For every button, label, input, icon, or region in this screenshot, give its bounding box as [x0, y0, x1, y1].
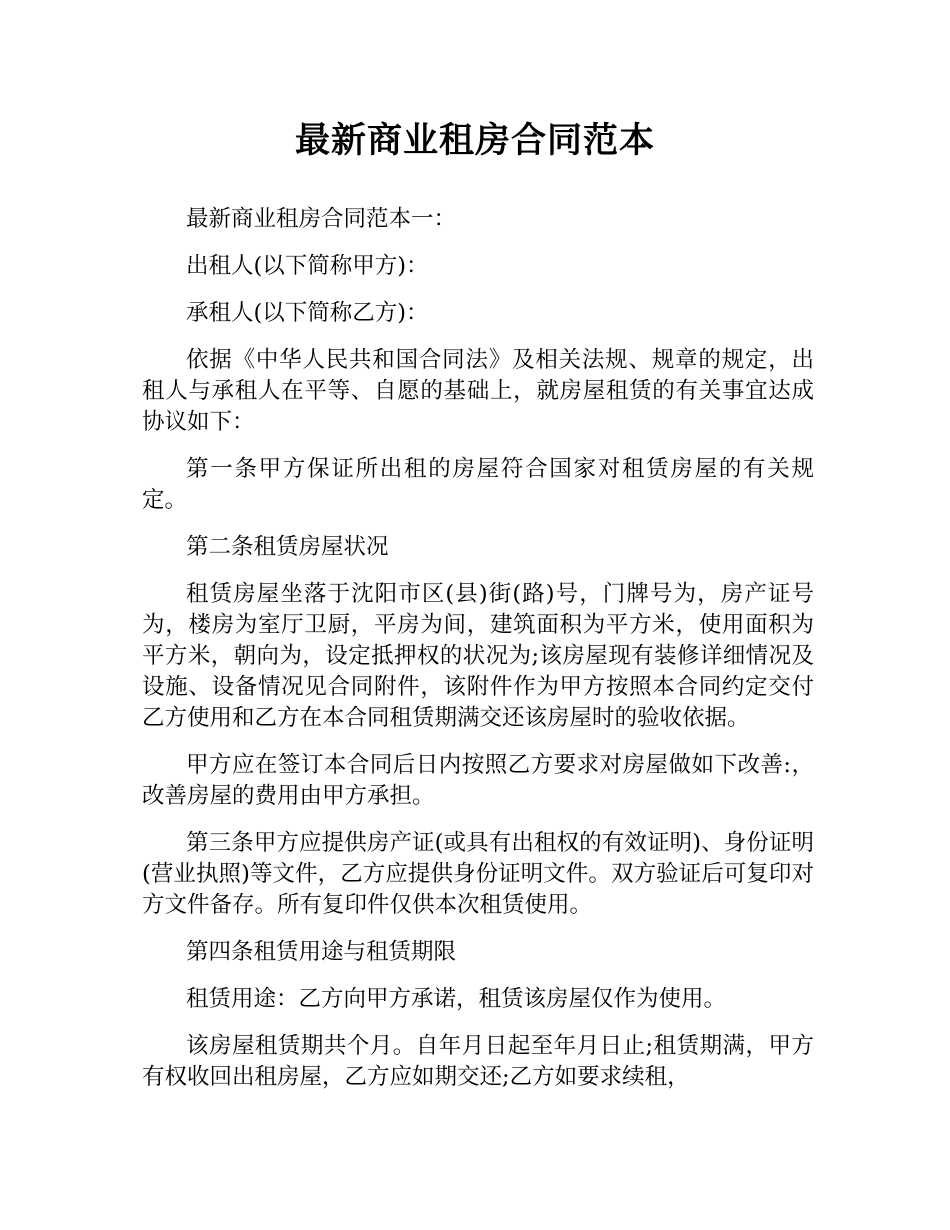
paragraph-article-4-heading: 第四条租赁用途与租赁期限 — [186, 939, 457, 965]
paragraph-contract-heading: 最新商业租房合同范本一： — [186, 206, 457, 232]
paragraph-lease-term: 该房屋租赁期共个月。自年月日起至年月日止;租赁期满，甲方有权收回出租房屋，乙方应如期交还;乙方如要求续租， — [142, 1033, 814, 1090]
document-title: 最新商业租房合同范本 — [294, 121, 655, 161]
paragraph-article-2-heading: 第二条租赁房屋状况 — [186, 534, 389, 560]
paragraph-lessee: 承租人(以下简称乙方)： — [186, 300, 429, 326]
paragraph-property-details: 租赁房屋坐落于沈阳市区(县)街(路)号，门牌号为，房产证号为，楼房为室厅卫厨，平房为间，建筑面积为平方米，使用面积为平方米，朝向为，设定抵押权的状况为;该房屋现有装修详细情况及设施、设备情况见合同附件，该附件作为甲方按照本合同约定交付乙方使用和乙方在本合同租赁期满交还该房屋时的验收依据。 — [142, 581, 814, 731]
paragraph-improvements: 甲方应在签订本合同后日内按照乙方要求对房屋做如下改善:，改善房屋的费用由甲方承担。 — [142, 752, 814, 809]
paragraph-lease-purpose: 租赁用途：乙方向甲方承诺，租赁该房屋仅作为使用。 — [186, 986, 727, 1012]
paragraph-article-1: 第一条甲方保证所出租的房屋符合国家对租赁房屋的有关规定。 — [142, 456, 814, 513]
paragraph-lessor: 出租人(以下简称甲方)： — [186, 253, 429, 279]
paragraph-preamble: 依据《中华人民共和国合同法》及相关法规、规章的规定，出租人与承租人在平等、自愿的基础上，就房屋租赁的有关事宜达成协议如下： — [142, 347, 814, 435]
document-body — [142, 204, 814, 1109]
paragraph-article-3: 第三条甲方应提供房产证(或具有出租权的有效证明)、身份证明(营业执照)等文件，乙方应提供身份证明文件。双方验证后可复印对方文件备存。所有复印件仅供本次租赁使用。 — [142, 830, 814, 918]
